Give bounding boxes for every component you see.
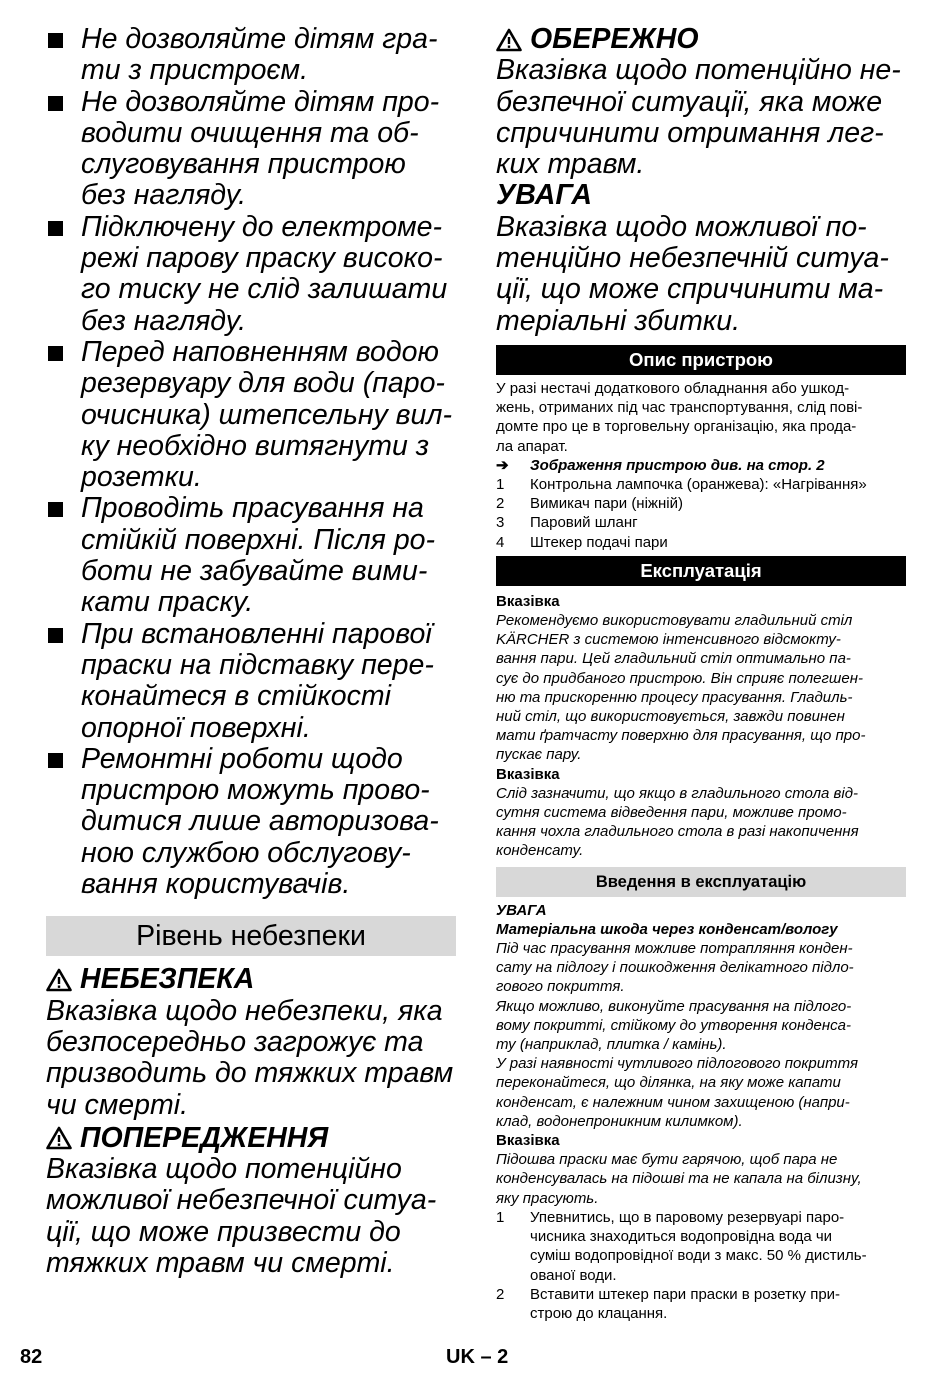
- step-number: 1: [496, 1208, 505, 1226]
- note-line: конденсату.: [496, 842, 584, 860]
- note-label: Вказівка: [496, 765, 560, 783]
- note-line: сутня система відведення пари, можливе промо-: [496, 804, 847, 822]
- safety-bullet-line: Ремонтні роботи щодо: [81, 742, 403, 775]
- safety-bullet-line: пристрою можуть прово-: [81, 774, 430, 807]
- safety-bullet-item: [46, 212, 456, 337]
- attention-label: УВАГА: [496, 901, 547, 919]
- safety-bullet-line: дитися лише авторизова-: [81, 805, 439, 838]
- attention-subtitle: Матеріальна шкода через конденсат/вологу: [496, 920, 838, 938]
- danger-text-line: Вказівка щодо небезпеки, яка: [46, 994, 443, 1027]
- warning-text-line: Вказівка щодо потенційно: [46, 1153, 402, 1186]
- see-page-text: Зображення пристрою див. на стор. 2: [530, 456, 825, 474]
- warning-triangle-icon: [46, 968, 72, 992]
- step-number: 2: [496, 1285, 505, 1303]
- attention-line: конденсат, є належним чином захищеною (напри-: [496, 1093, 850, 1111]
- caution-heading: [496, 24, 906, 55]
- caution-text-line: Вказівка щодо потенційно не-: [496, 54, 901, 87]
- part-label: Штекер подачі пари: [530, 533, 668, 551]
- note-label: Вказівка: [496, 1132, 560, 1150]
- square-bullet-icon: [48, 96, 63, 111]
- safety-bullet-text: [81, 212, 456, 337]
- safety-bullet-line: без нагляду.: [81, 179, 246, 212]
- step-line: Упевнитись, що в паровому резервуарі паро-: [530, 1208, 845, 1226]
- caution-text-line: ких травм.: [496, 148, 645, 181]
- note-line: ний стіл, що використовується, завжди повинен: [496, 708, 845, 726]
- safety-bullet-item: [46, 744, 456, 900]
- note-line: Слід зазначити, що якщо в гладильного стола від-: [496, 784, 858, 802]
- safety-bullet-line: розетки.: [81, 461, 202, 494]
- danger-heading: [46, 964, 456, 995]
- note-line: кання чохла гладильного стола в разі накопичення: [496, 823, 859, 841]
- step-line: чисника знаходиться водопровідна вода чи: [530, 1228, 833, 1246]
- note-text: [496, 611, 906, 765]
- note-label: Вказівка: [496, 592, 560, 610]
- note-line: ню та прискоренню процесу прасування. Гладиль-: [496, 688, 853, 706]
- square-bullet-icon: [48, 346, 63, 361]
- safety-bullet-item: [46, 619, 456, 744]
- square-bullet-icon: [48, 753, 63, 768]
- attention-line: сату на підлогу і пошкодження делікатного підло-: [496, 959, 854, 977]
- note-line: пускає пару.: [496, 746, 582, 764]
- note-line: вання пари. Цей гладильний стіл оптимально па-: [496, 650, 851, 668]
- part-number: 3: [496, 514, 505, 532]
- safety-bullet-line: резервуару для води (паро-: [81, 367, 445, 400]
- safety-bullet-line: водити очищення та об-: [81, 116, 419, 149]
- safety-bullet-line: При встановленні парової: [81, 617, 432, 650]
- step-item: [496, 1208, 906, 1285]
- square-bullet-icon: [48, 221, 63, 236]
- attention-line: переконайтеся, що ділянка, на яку може капати: [496, 1074, 841, 1092]
- safety-bullet-line: слуговування пристрою: [81, 148, 406, 181]
- safety-bullet-text: [81, 337, 456, 493]
- step-line: строю до клацання.: [530, 1304, 668, 1322]
- attention-line: вому покритті, стійкому до утворення конденса-: [496, 1016, 851, 1034]
- caution-block: [496, 24, 906, 180]
- safety-bullet-line: режі парову праску високо-: [81, 242, 443, 275]
- note-line: сує до придбаного пристрою. Він сприяє полегшен-: [496, 669, 863, 687]
- part-number: 4: [496, 533, 505, 551]
- attention-line: У разі наявності чутливого підлогового покриття: [496, 1055, 858, 1073]
- safety-bullet-line: боти не забувайте вими-: [81, 555, 428, 588]
- danger-text-line: чи смерті.: [46, 1088, 188, 1121]
- attention-line: Якщо можливо, виконуйте прасування на підлого-: [496, 997, 852, 1015]
- safety-bullet-line: без нагляду.: [81, 304, 246, 337]
- attention-text: [496, 212, 906, 337]
- description-line: ла апарат.: [496, 437, 568, 455]
- safety-bullet-item: [46, 24, 456, 87]
- attention-text-line: ції, що може спричинити ма-: [496, 273, 884, 306]
- warning-text-line: ції, що може призвести до: [46, 1215, 401, 1248]
- danger-level-heading: Рівень небезпеки: [46, 916, 456, 956]
- note-line: KÄRCHER з системою інтенсивного відсмокту-: [496, 631, 841, 649]
- attention-line: гового покриття.: [496, 978, 625, 996]
- page-number: 82: [20, 1346, 43, 1368]
- safety-bullet-line: стійкій поверхні. Після ро-: [81, 523, 436, 556]
- warning-text: [46, 1154, 456, 1279]
- square-bullet-icon: [48, 33, 63, 48]
- safety-bullet-item: [46, 87, 456, 212]
- danger-block: [46, 964, 456, 1120]
- attention-line: клад, водонепроникним килимком).: [496, 1112, 743, 1130]
- safety-bullet-line: праски на підставку пере-: [81, 648, 434, 681]
- operation-heading: Експлуатація: [496, 556, 906, 586]
- caution-heading-text: ОБЕРЕЖНО: [530, 23, 699, 55]
- warning-heading: [46, 1123, 456, 1154]
- caution-text: [496, 55, 906, 180]
- attention-block: [496, 180, 906, 336]
- safety-bullet-line: Проводіть прасування на: [81, 492, 424, 525]
- start-up-heading: Введення в експлуатацію: [496, 867, 906, 897]
- note-text: [496, 784, 906, 861]
- warning-text-line: тяжких травм чи смерті.: [46, 1246, 395, 1279]
- safety-bullet-line: ти з пристроєм.: [81, 54, 309, 87]
- safety-bullet-text: [81, 87, 456, 212]
- attention-line: ту (наприклад, плитка / камінь).: [496, 1036, 727, 1054]
- safety-bullet-text: [81, 24, 456, 87]
- attention-heading: УВАГА: [496, 179, 593, 212]
- parts-list-item: [496, 475, 906, 494]
- safety-bullet-line: очисника) штепсельну вил-: [81, 398, 452, 431]
- warning-block: [46, 1123, 456, 1279]
- parts-list-item: [496, 513, 906, 532]
- step-line: Вставити штекер пари праски в розетку при-: [530, 1285, 841, 1303]
- part-label: Паровий шланг: [530, 514, 638, 532]
- parts-list-item: [496, 533, 906, 552]
- step-item: [496, 1285, 906, 1323]
- description-line: У разі нестачі додаткового обладнання або ушкод-: [496, 379, 850, 397]
- attention-text-line: Вказівка щодо можливої по-: [496, 210, 867, 243]
- safety-bullet-text: [81, 744, 456, 900]
- safety-bullet-line: го тиску не слід залишати: [81, 273, 448, 306]
- safety-bullet-line: опорної поверхні.: [81, 711, 311, 744]
- warning-triangle-icon: [496, 28, 522, 52]
- note-line: конденсувалась на підошві та не капала на білизну,: [496, 1170, 862, 1188]
- safety-bullet-line: Не дозволяйте дітям гра-: [81, 23, 438, 55]
- note-text: [496, 1150, 906, 1208]
- arrow-right-icon: ➔: [496, 456, 509, 474]
- warning-heading-text: ПОПЕРЕДЖЕННЯ: [80, 1121, 329, 1154]
- safety-bullet-item: [46, 493, 456, 618]
- note-line: яку прасують.: [496, 1189, 599, 1207]
- safety-bullet-text: [81, 493, 456, 618]
- safety-bullet-line: ку необхідно витягнути з: [81, 429, 429, 462]
- part-number: 2: [496, 495, 505, 513]
- step-line: ованої води.: [530, 1266, 617, 1284]
- danger-text-line: призводить до тяжких травм: [46, 1057, 454, 1090]
- danger-text: [46, 996, 456, 1121]
- caution-text-line: безпечної ситуації, яка може: [496, 85, 883, 118]
- description-line: домте про це в торговельну організацію, яка прода-: [496, 418, 857, 436]
- safety-bullet-line: вання користувачів.: [81, 868, 351, 901]
- safety-bullet-line: конайтеся в стійкості: [81, 680, 391, 713]
- note-line: Підошва праски має бути гарячою, щоб пара не: [496, 1151, 838, 1169]
- safety-bullet-line: Перед наповненням водою: [81, 335, 439, 368]
- steps-list: [496, 1208, 906, 1323]
- language-page-label: UK – 2: [446, 1346, 509, 1368]
- square-bullet-icon: [48, 502, 63, 517]
- warning-text-line: можливої небезпечної ситуа-: [46, 1184, 437, 1217]
- part-number: 1: [496, 475, 505, 493]
- note-line: Рекомендуємо використовувати гладильний стіл: [496, 612, 853, 629]
- attention-line: Під час прасування можливе потрапляння конден-: [496, 940, 853, 958]
- safety-bullet-line: Підключену до електроме-: [81, 210, 442, 243]
- attention-text-line: теріальні збитки.: [496, 304, 741, 337]
- square-bullet-icon: [48, 628, 63, 643]
- note-line: мати ґратчасту поверхню для прасування, що про-: [496, 727, 866, 745]
- left-column: [46, 24, 456, 1279]
- caution-text-line: спричинити отримання лег-: [496, 116, 884, 149]
- safety-bullet-item: [46, 337, 456, 493]
- description-heading: Опис пристрою: [496, 345, 906, 375]
- right-column: [496, 24, 906, 1323]
- safety-bullet-list: [46, 24, 456, 900]
- description-text: [496, 379, 906, 456]
- danger-text-line: безпосередньо загрожує та: [46, 1025, 424, 1058]
- safety-bullet-line: кати праску.: [81, 586, 254, 619]
- description-line: жень, отриманих під час транспортування, слід пові-: [496, 399, 863, 417]
- attention-text-line: тенційно небезпечній ситуа-: [496, 242, 889, 275]
- see-page-note: [496, 456, 906, 475]
- safety-bullet-text: [81, 619, 456, 744]
- part-label: Контрольна лампочка (оранжева): «Нагрівання»: [530, 475, 867, 493]
- part-label: Вимикач пари (ніжній): [530, 495, 683, 513]
- safety-bullet-line: Не дозволяйте дітям про-: [81, 85, 440, 118]
- warning-triangle-icon: [46, 1126, 72, 1150]
- danger-heading-text: НЕБЕЗПЕКА: [80, 963, 255, 996]
- attention-text: [496, 939, 906, 1131]
- parts-list-item: [496, 494, 906, 513]
- step-line: суміш водопровідної води з макс. 50 % дистиль-: [530, 1247, 867, 1265]
- parts-list: [496, 475, 906, 552]
- safety-bullet-line: ною службою обслугову-: [81, 836, 411, 869]
